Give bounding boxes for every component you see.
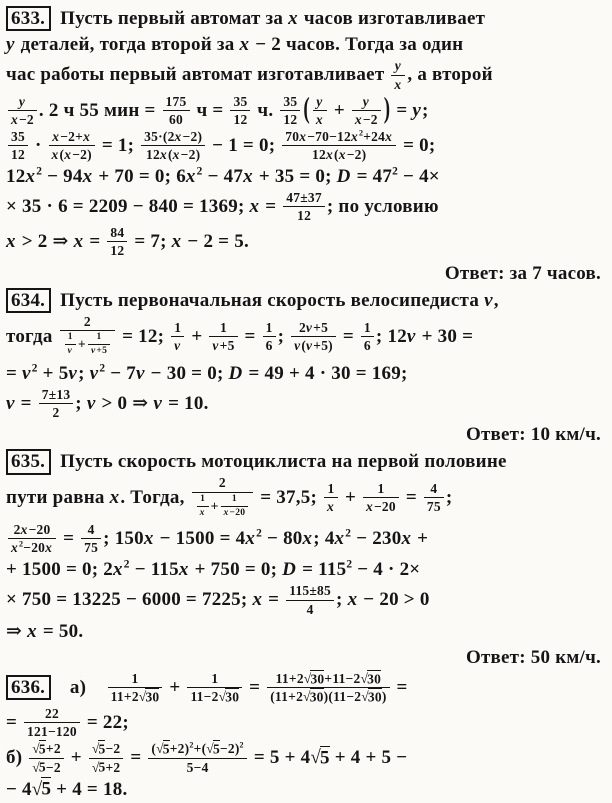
answer-line: Ответ: за 7 часов. (444, 262, 601, 284)
math-line (6, 164, 604, 190)
problem-number-box: 635. (6, 449, 51, 474)
math-line (6, 361, 604, 387)
math-line (6, 583, 604, 618)
math-line (6, 476, 604, 523)
math-expression: ⇒ x = 50. (6, 620, 84, 642)
textbook-page (6, 5, 604, 803)
math-expression: × 750 = 13225 − 6000 = 7225; x = $\frac{115\pm 85}{4}$ ; x − 20 > 0 (6, 583, 430, 617)
math-expression: − 4√5 + 4 = 18. (6, 778, 128, 800)
math-line (6, 32, 604, 58)
problem-634 (6, 287, 604, 448)
math-line (6, 58, 604, 93)
answer-line: Ответ: 50 км/ч. (465, 646, 601, 668)
problem-635 (6, 448, 604, 671)
math-expression: пути равна x. Тогда, 2 $\frac{1}{x}$ + $\frac{1}{x-20}$ = 37,5; $\frac{1}{x}$ + $\frac{1}{x-20}$ = $\frac{4}{75}$ ; (6, 487, 452, 508)
math-line (6, 5, 604, 32)
answer-line: Ответ: 10 км/ч. (465, 424, 601, 446)
math-expression: x > 2 ⇒ x = $\frac{84}{12}$ = 7; x − 2 = 5. (6, 225, 249, 259)
math-expression: = $v^2 + 5v$; $v^2 - 7v - 30 = 0$; D = 49 + 4 · 30 = 169; (6, 362, 408, 384)
math-expression: Пусть первый автомат за x часов изготавливает (60, 8, 486, 29)
math-line (6, 225, 604, 260)
math-line (6, 287, 604, 314)
math-expression: + 1500 = 0; $2x^2 - 115x + 750 = 0$; $D = 115^2 - 4 \cdot 2\times$ (6, 558, 421, 581)
math-line (6, 190, 604, 225)
solutions-list (6, 5, 604, 803)
problem-number-box: 636. (6, 675, 51, 700)
math-line (6, 741, 604, 776)
problem-636 (6, 671, 604, 803)
math-expression: $\frac{35}{12}$ · $\frac{x-2+x}{x(x-2)}$ = 1; $\frac{35\cdot(2x-2)}{12x(x-2)}$ − 1 = 0; $\frac{70x-70-12x^2+24x}{12x(x-2)}$ = 0; (6, 135, 435, 156)
math-line (6, 706, 604, 741)
math-expression: = $\frac{22}{121-120}$ = 22; (6, 706, 129, 740)
math-expression: v = $\frac{7\pm 13}{2}$ ; v > 0 ⇒ v = 10. (6, 386, 209, 420)
math-expression: а) $\frac{1}{11+2√30}$ + $\frac{1}{11-2√30}$ = $\frac{11+2√30+11-2√30}{(11+2√30)(11-2√30)}$ = (69, 671, 408, 705)
math-expression: × 35 · 6 = 2209 − 840 = 1369; x = $\frac{47\pm 37}{12}$ ; по условию (6, 190, 439, 224)
math-expression: $\frac{y}{x-2}$ . 2 ч 55 мин = $\frac{175}{60}$ ч = $\frac{35}{12}$ ч. $\frac{35}{12}$ ( $\frac{y}{x}$ + $\frac{y}{x-2}$ ) = y; (6, 100, 429, 121)
problem-number-box: 633. (6, 6, 51, 31)
math-line (6, 448, 604, 475)
math-expression: Пусть скорость мотоциклиста на первой половине (60, 451, 507, 473)
math-expression: час работы первый автомат изготавливает $\frac{y}{x}$ , а второй (6, 58, 493, 92)
math-line (6, 387, 604, 422)
math-expression: Пусть первоначальная скорость велосипедиста v, (60, 289, 499, 311)
math-line (6, 129, 604, 164)
math-line (6, 557, 604, 583)
math-line (6, 94, 604, 129)
math-expression: тогда 2 $\frac{1}{v}$ + $\frac{1}{v+5}$ = 12; $\frac{1}{v}$ + $\frac{1}{v+5}$ = $\frac{1}{6}$ ; $\frac{2v+5}{v(v+5)}$ = $\frac{1}{6}$ ; 12v + 30 = (6, 326, 473, 347)
math-expression: $\frac{2x-20}{x^2-20x}$ = $\frac{4}{75}$ ; $150x - 1500 = 4x^2 - 80x$; $4x^2 - 230x$ + (6, 528, 428, 549)
math-line (6, 671, 604, 706)
math-line (6, 314, 604, 361)
problem-633 (6, 5, 604, 287)
problem-number-box: 634. (6, 288, 51, 313)
math-line (6, 777, 604, 803)
math-line (6, 619, 604, 645)
math-expression: y деталей, тогда второй за x − 2 часов. Тогда за один (6, 34, 464, 56)
math-line (6, 522, 604, 557)
math-expression: $12x^2 - 94x + 70 = 0$; $6x^2 - 47x + 35 = 0$; $D = 47^2 - 4\times$ (6, 165, 440, 188)
math-expression: б) $\frac{√5+2}{√5-2}$ + $\frac{√5-2}{√5+2}$ = $\frac{(√5+2)^2+(√5-2)^2}{5-4}$ = 5 + 4√5 + 4 + 5 − (6, 740, 408, 775)
